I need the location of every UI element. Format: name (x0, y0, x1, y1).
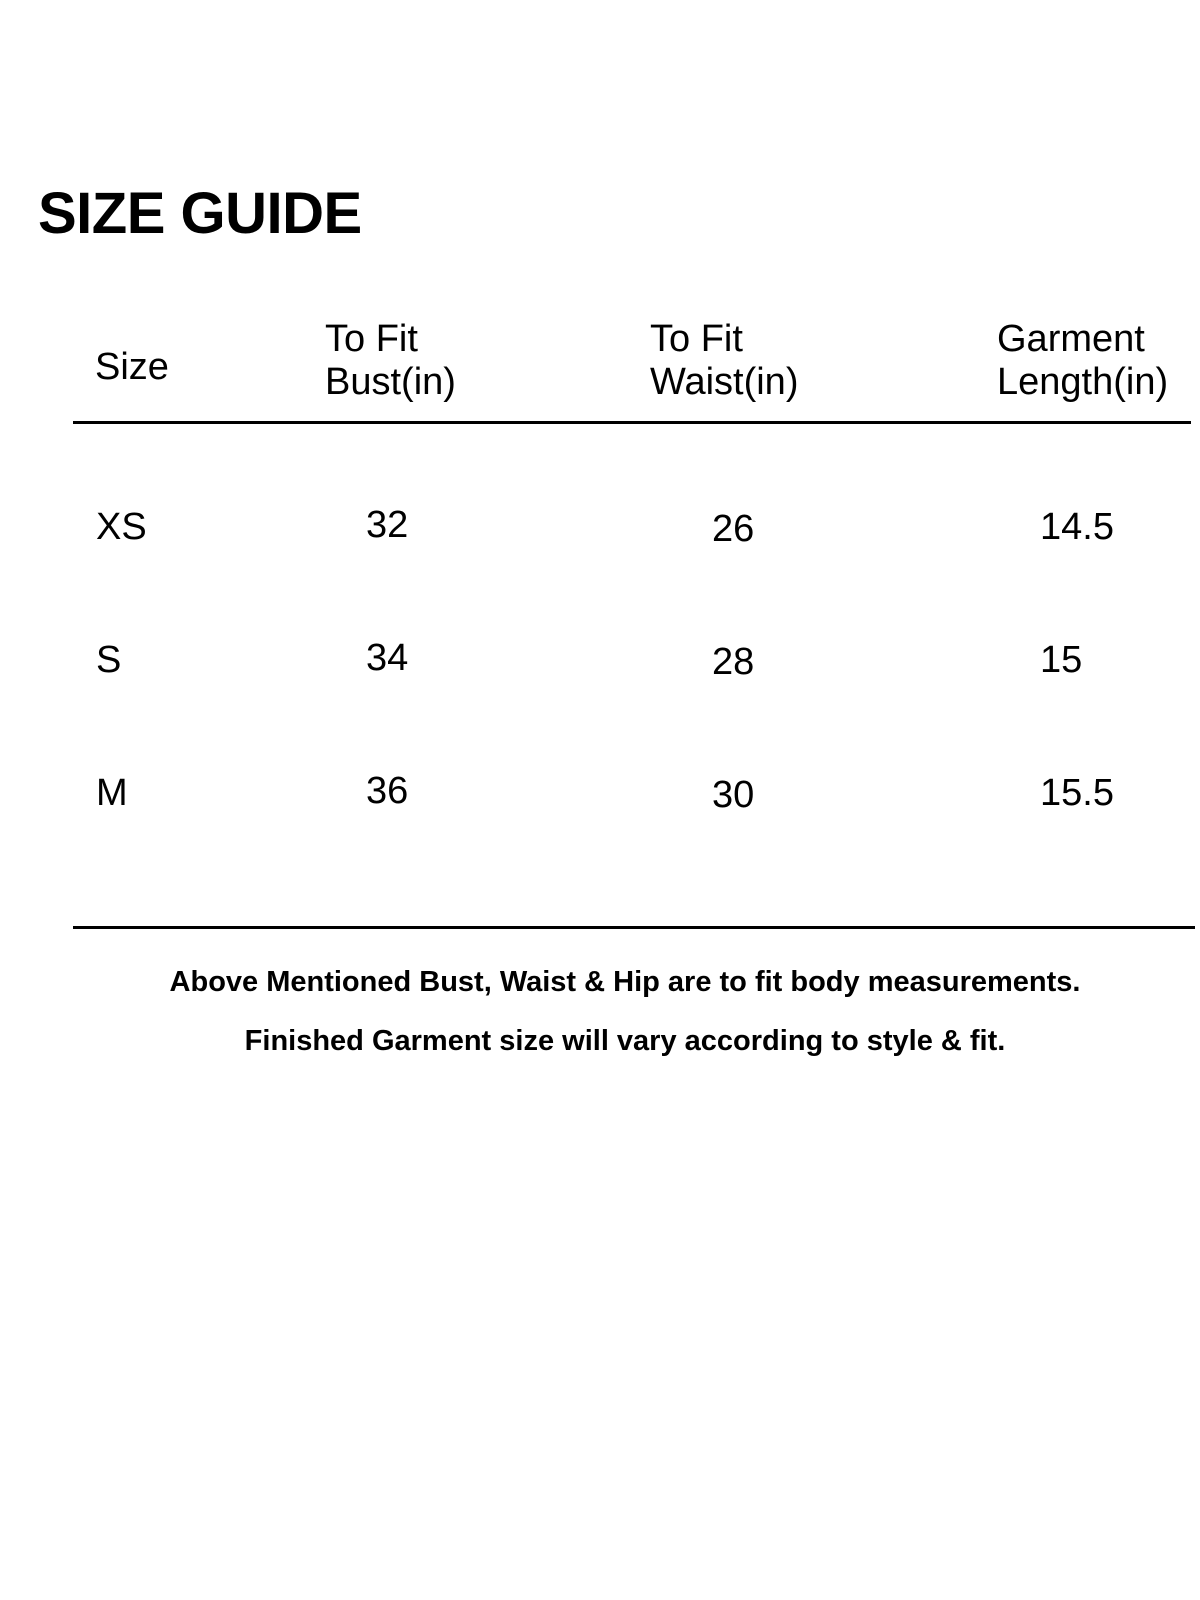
length-cell: 15 (1040, 639, 1083, 681)
length-cell: 14.5 (1040, 506, 1114, 548)
column-header-size (95, 346, 169, 389)
column-header-bust (325, 318, 456, 404)
size-cell: M (96, 772, 128, 814)
page-title: SIZE GUIDE (38, 181, 362, 246)
column-header-line: Bust(in) (325, 361, 456, 403)
waist-cell: 30 (712, 774, 755, 816)
header-divider (73, 421, 1191, 424)
fit-note: Above Mentioned Bust, Waist & Hip are to fit body measurements. (169, 966, 1081, 998)
bust-cell: 32 (366, 504, 409, 546)
column-header-length (997, 318, 1168, 404)
table-bottom-divider (73, 926, 1195, 929)
column-header-line: Waist(in) (650, 361, 799, 403)
column-header-line: To Fit (650, 318, 743, 360)
bust-cell: 36 (366, 770, 409, 812)
column-header-line: Size (95, 346, 169, 388)
size-cell: S (96, 639, 122, 681)
column-header-line: Length(in) (997, 361, 1169, 403)
column-header-line: Garment (997, 318, 1145, 360)
length-cell: 15.5 (1040, 772, 1114, 814)
waist-cell: 26 (712, 508, 755, 550)
column-header-waist (650, 318, 798, 404)
size-cell: XS (96, 506, 147, 548)
garment-note: Finished Garment size will vary according to style & fit. (244, 1025, 1006, 1057)
column-header-line: To Fit (325, 318, 418, 360)
waist-cell: 28 (712, 641, 755, 683)
bust-cell: 34 (366, 637, 409, 679)
